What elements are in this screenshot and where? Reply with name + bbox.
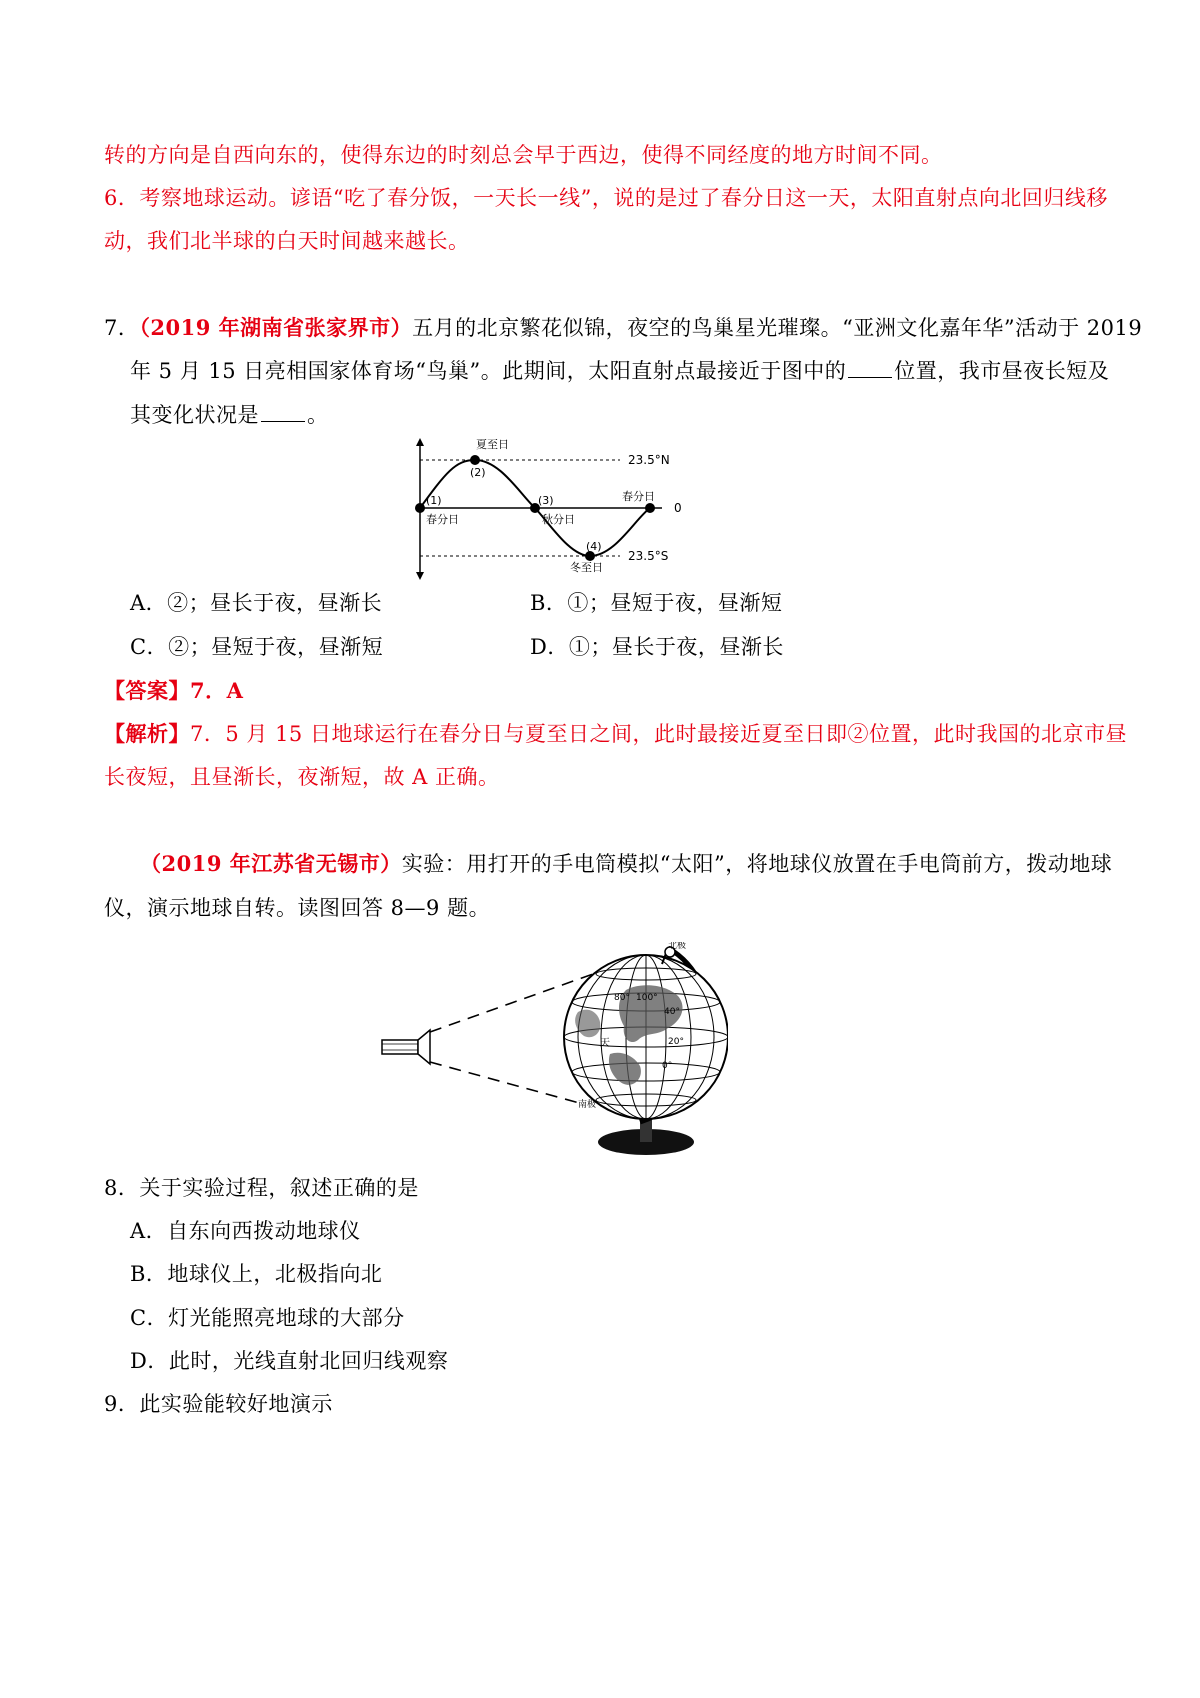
q7-option-d[interactable]: D．①；昼长于夜，昼渐长 bbox=[530, 635, 784, 659]
q7-blank-2[interactable] bbox=[261, 403, 305, 422]
q7-line-2 bbox=[130, 356, 1109, 386]
point-2-dot bbox=[470, 455, 480, 465]
q7-text-2b: 位置，我市昼夜长短及 bbox=[894, 359, 1110, 383]
label-p4: (4) bbox=[586, 540, 602, 553]
point-1-dot bbox=[415, 503, 425, 513]
q8-option-b[interactable]: B．地球仪上，北极指向北 bbox=[130, 1262, 383, 1286]
q7-option-a[interactable]: A．②；昼长于夜，昼渐长 bbox=[130, 591, 383, 615]
q8-option-c[interactable]: C．灯光能照亮地球的大部分 bbox=[130, 1306, 405, 1330]
flashlight-body bbox=[382, 1040, 418, 1054]
globe-label-south: 南极 bbox=[578, 1100, 597, 1110]
answer-text: 7．A bbox=[190, 678, 244, 703]
label-spring-1: 春分日 bbox=[426, 513, 459, 526]
q9-stem: 9．此实验能较好地演示 bbox=[104, 1392, 333, 1416]
globe-label-40: 40° bbox=[664, 1007, 680, 1017]
q89-intro-line-1 bbox=[140, 849, 1112, 879]
globe-label-100: 100° bbox=[636, 993, 658, 1003]
q7-number: 7． bbox=[104, 316, 140, 340]
answer-label: 【答案】 bbox=[104, 678, 190, 703]
q7-line-3 bbox=[130, 400, 329, 430]
label-autumn: 秋分日 bbox=[542, 513, 575, 526]
analysis-label: 【解析】 bbox=[104, 721, 190, 746]
text-line-item-6-cont: 动，我们北半球的白天时间越来越长。 bbox=[104, 229, 470, 253]
flashlight-globe-figure bbox=[378, 942, 728, 1167]
label-spring-2: 春分日 bbox=[622, 490, 655, 503]
label-summer: 夏至日 bbox=[476, 438, 509, 451]
flashlight-head bbox=[418, 1030, 430, 1064]
q7-option-c[interactable]: C．②；昼短于夜，昼渐短 bbox=[130, 635, 384, 659]
globe-label-tian: 天 bbox=[600, 1038, 610, 1049]
label-p3: (3) bbox=[538, 494, 554, 507]
q7-text-3b: 。 bbox=[307, 403, 329, 427]
q7-analysis-line-1 bbox=[104, 719, 1127, 749]
label-p2: (2) bbox=[470, 466, 486, 479]
q7-analysis-line-2: 长夜短，且昼渐长，夜渐短，故 A 正确。 bbox=[104, 765, 500, 789]
analysis-text-1: 7．5 月 15 日地球运行在春分日与夏至日之间，此时最接近夏至日即②位置，此时我国的北京市昼 bbox=[190, 722, 1127, 746]
text-line-continuation: 转的方向是自西向东的，使得东边的时刻总会早于西边，使得不同经度的地方时间不同。 bbox=[104, 143, 943, 167]
q7-blank-1[interactable] bbox=[848, 359, 892, 378]
point-5-dot bbox=[645, 503, 655, 513]
globe-label-20: 20° bbox=[668, 1037, 684, 1047]
text-line-item-6: 6．考察地球运动。谚语“吃了春分饭，一天长一线”，说的是过了春分日这一天，太阳直射点向北回归线移 bbox=[104, 186, 1108, 210]
globe-label-0: 0° bbox=[662, 1061, 673, 1071]
q7-source: （2019 年湖南省张家界市） bbox=[139, 315, 413, 340]
label-lat-n: 23.5°N bbox=[628, 453, 670, 467]
q7-sun-migration-figure bbox=[400, 434, 710, 584]
q89-source: （2019 年江苏省无锡市） bbox=[140, 851, 402, 876]
q7-text-3a: 其变化状况是 bbox=[130, 403, 259, 427]
q89-intro-1: 实验：用打开的手电筒模拟“太阳”，将地球仪放置在手电筒前方，拨动地球 bbox=[401, 852, 1113, 876]
label-winter: 冬至日 bbox=[570, 561, 603, 574]
q8-option-a[interactable]: A．自东向西拨动地球仪 bbox=[130, 1219, 361, 1243]
label-p1: (1) bbox=[426, 494, 442, 507]
q89-intro-line-2: 仪，演示地球自转。读图回答 8—9 题。 bbox=[104, 896, 491, 920]
globe-label-80: 80° bbox=[614, 993, 630, 1003]
q8-stem: 8．关于实验过程，叙述正确的是 bbox=[104, 1176, 419, 1200]
label-lat-s: 23.5°S bbox=[628, 549, 669, 563]
q7-line-1 bbox=[104, 313, 1142, 343]
globe-label-north: 北极 bbox=[668, 942, 687, 951]
q7-answer bbox=[104, 676, 243, 706]
label-zero: 0 bbox=[674, 501, 682, 515]
q7-text-2a: 年 5 月 15 日亮相国家体育场“鸟巢”。此期间，太阳直射点最接近于图中的 bbox=[130, 359, 847, 383]
q7-option-b[interactable]: B．①；昼短于夜，昼渐短 bbox=[530, 591, 783, 615]
q7-text-1: 五月的北京繁花似锦，夜空的鸟巢星光璀璨。“亚洲文化嘉年华”活动于 2019 bbox=[412, 316, 1143, 340]
q8-option-d[interactable]: D．此时，光线直射北回归线观察 bbox=[130, 1349, 449, 1373]
